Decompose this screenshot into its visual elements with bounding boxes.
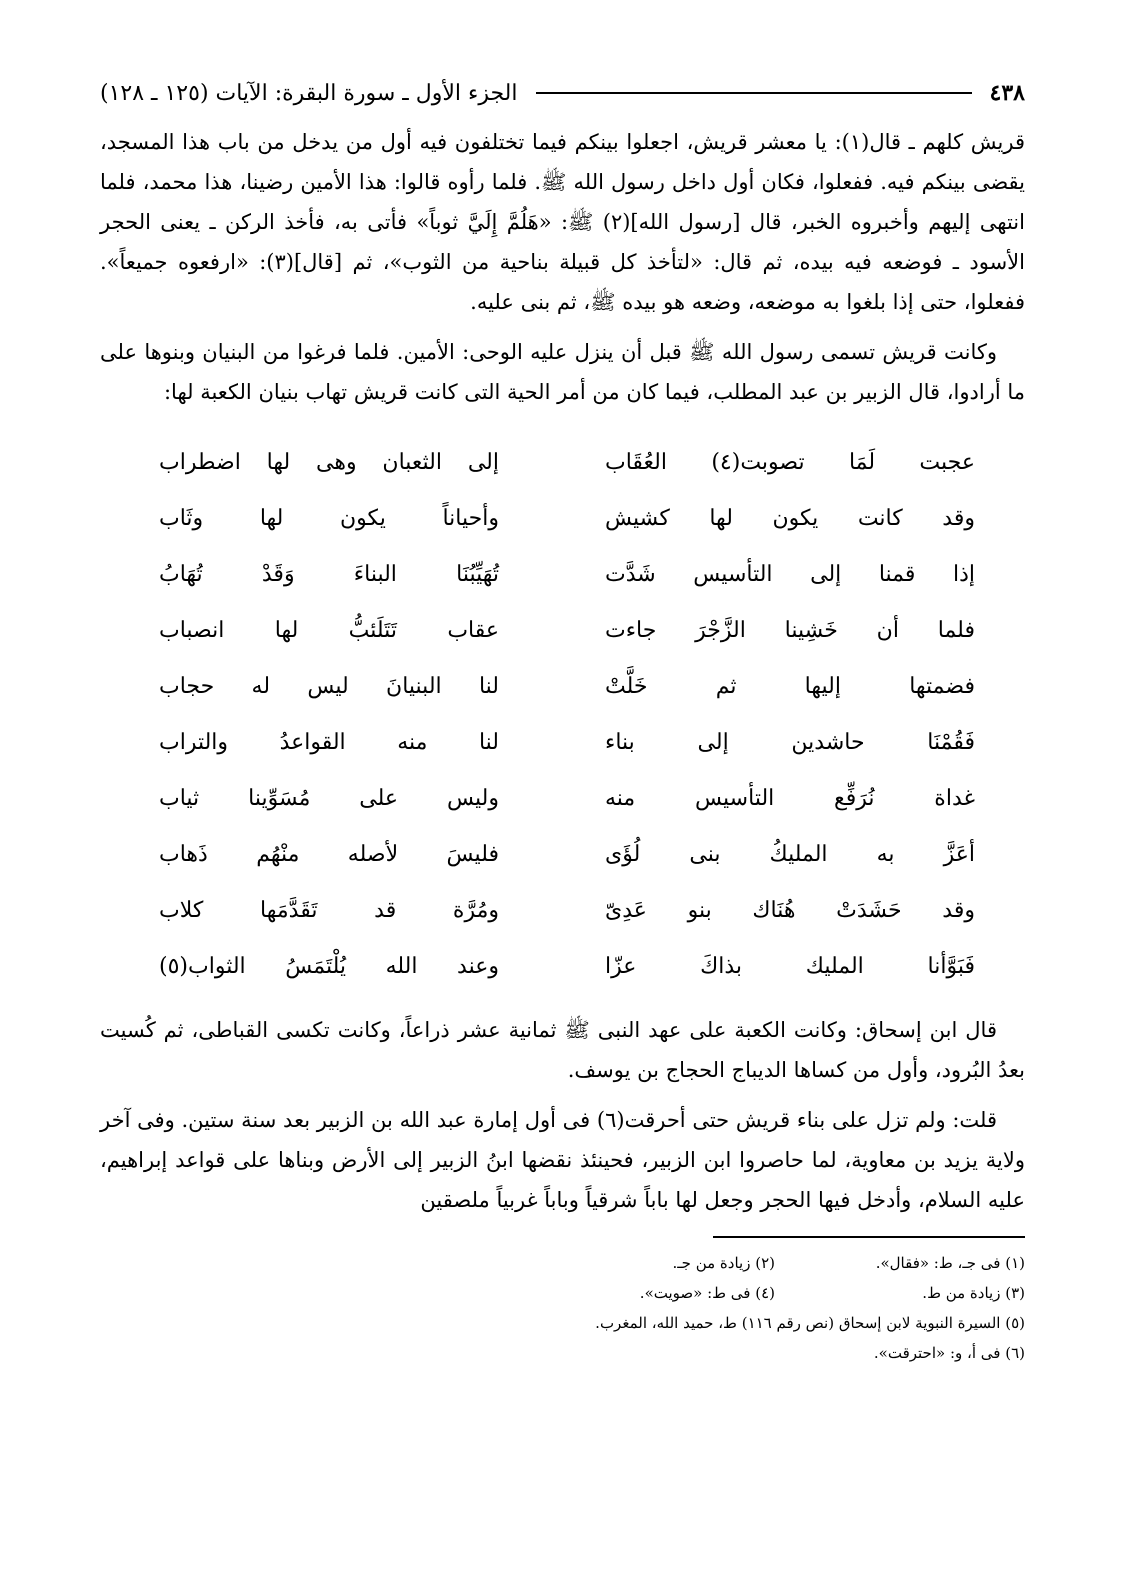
- verse-first-hemistich: وقد حَشَدَتْ هُنَاك بنو عَدِىّ: [605, 897, 975, 923]
- verse-second-hemistich: فليسَ لأصله منْهُم ذَهاب: [159, 841, 499, 867]
- paragraph-2: وكانت قريش تسمى رسول الله ﷺ قبل أن ينزل عليه الوحى: الأمين. فلما فرغوا من البنيان وبنوها على ما أرادوا، قال الزبير بن عبد المطلب، فيما كان من أمر الحية التى كانت قريش تهاب بنيان الكعبة لها:: [100, 340, 1025, 404]
- footnote-row: [100, 1248, 1025, 1278]
- verse-second-hemistich: ومُرَّة قد تَقَدَّمَها كلاب: [159, 897, 499, 923]
- verse-second-hemistich: وليس على مُسَوِّينا ثياب: [159, 785, 499, 811]
- verse-line: [100, 546, 1025, 602]
- verse-first-hemistich: فضمتها إليها ثم خَلَّتْ: [605, 673, 975, 699]
- verse-first-hemistich: فَقُمْنَا حاشدين إلى بناء: [605, 729, 975, 755]
- paragraph-1: قريش كلهم ـ قال(١): يا معشر قريش، اجعلوا بينكم فيما تختلفون فيه أول من يدخل من باب هذا المسجد، يقضى بينكم فيه. ففعلوا، فكان أول داخل رسول الله ﷺ. فلما رأوه قالوا: هذا الأمين رضينا، هذا محمد، فلما انتهى إليهم وأخبروه الخبر، قال [رسول الله](٢) ﷺ: «هَلُمَّ إِلَيَّ ثوباً» فأتى به، فأخذ الركن ـ يعنى الحجر الأسود ـ فوضعه فيه بيده، ثم قال: «لتأخذ كل قبيلة بناحية من الثوب»، ثم [قال](٣): «ارفعوه جميعاً». ففعلوا، حتى إذا بلغوا به موضعه، وضعه هو بيده ﷺ، ثم بنى عليه.: [100, 130, 1026, 314]
- footnote-4: (٤) فى ط: «صويت».: [639, 1284, 775, 1302]
- page-number: ٤٣٨: [989, 80, 1025, 106]
- book-page: [100, 70, 1025, 1550]
- page-header: [100, 70, 1025, 116]
- verse-line: [100, 770, 1025, 826]
- footnote-3: (٣) زيادة من ط.: [922, 1284, 1025, 1302]
- verse-line: [100, 938, 1025, 994]
- verse-line: [100, 434, 1025, 490]
- verse-first-hemistich: إذا قمنا إلى التأسيس شَدَّت: [605, 561, 975, 587]
- footnote-rule: [713, 1236, 1025, 1238]
- running-head: الجزء الأول ـ سورة البقرة: الآيات (١٢٥ ـ ١٢٨): [100, 80, 518, 106]
- verse-second-hemistich: عقاب تَتَلَئبُّ لها انصباب: [159, 617, 499, 643]
- verse-second-hemistich: وعند الله يُلْتَمَسُ الثواب(٥): [159, 953, 499, 979]
- verse-line: [100, 882, 1025, 938]
- footnote-5: (٥) السيرة النبوية لابن إسحاق (نص رقم ١١٦) ط، حميد الله، المغرب.: [595, 1314, 1025, 1332]
- verse-second-hemistich: وأحياناً يكون لها وثَاب: [159, 505, 499, 531]
- verse-line: [100, 490, 1025, 546]
- verse-first-hemistich: أعَزَّ به المليكُ بنى لُؤَى: [605, 841, 975, 867]
- header-rule: [536, 92, 972, 94]
- verse-first-hemistich: فَبَوَّأنا المليك بذاكَ عزّا: [605, 953, 975, 979]
- verse-second-hemistich: لنا البنيانَ ليس له حجاب: [159, 673, 499, 699]
- footnote-row: [100, 1338, 1025, 1368]
- footnotes: [100, 1248, 1025, 1368]
- poem: [100, 434, 1025, 994]
- verse-first-hemistich: غداة نُرَفِّع التأسيس منه: [605, 785, 975, 811]
- footnote-2: (٢) زيادة من جـ.: [672, 1254, 775, 1272]
- verse-second-hemistich: تُهَيِّبُنَا البناءَ وَقَدْ تُهَابُ: [159, 561, 499, 587]
- verse-first-hemistich: عجبت لَمَا تصوبت(٤) العُقَاب: [605, 449, 975, 475]
- footnote-row: [100, 1278, 1025, 1308]
- verse-line: [100, 714, 1025, 770]
- verse-first-hemistich: فلما أن خَشِينا الزَّجْرَ جاءت: [605, 617, 975, 643]
- paragraph-4: قلت: ولم تزل على بناء قريش حتى أحرقت(٦) فى أول إمارة عبد الله بن الزبير بعد سنة ستين. وفى آخر ولاية يزيد بن معاوية، لما حاصروا ابن الزبير، فحينئذ نقضها ابنُ الزبير إلى الأرض وبناها على قواعد إبراهيم، عليه السلام، وأدخل فيها الحجر وجعل لها باباً شرقياً وباباً غربياً ملصقين: [100, 1108, 1025, 1212]
- footnote-1: (١) فى جـ، ط: «فقال».: [875, 1254, 1025, 1272]
- footnote-6: (٦) فى أ، و: «احترقت».: [873, 1344, 1025, 1362]
- paragraph-3: قال ابن إسحاق: وكانت الكعبة على عهد النبى ﷺ ثمانية عشر ذراعاً، وكانت تكسى القباطى، ثم كُسيت بعدُ البُرود، وأول من كساها الديباج الحجاج بن يوسف.: [100, 1018, 1025, 1082]
- verse-line: [100, 658, 1025, 714]
- verse-line: [100, 602, 1025, 658]
- verse-second-hemistich: لنا منه القواعدُ والتراب: [159, 729, 499, 755]
- verse-second-hemistich: إلى الثعبان وهى لها اضطراب: [159, 449, 499, 475]
- verse-first-hemistich: وقد كانت يكون لها كشيش: [605, 505, 975, 531]
- footnote-row: [100, 1308, 1025, 1338]
- verse-line: [100, 826, 1025, 882]
